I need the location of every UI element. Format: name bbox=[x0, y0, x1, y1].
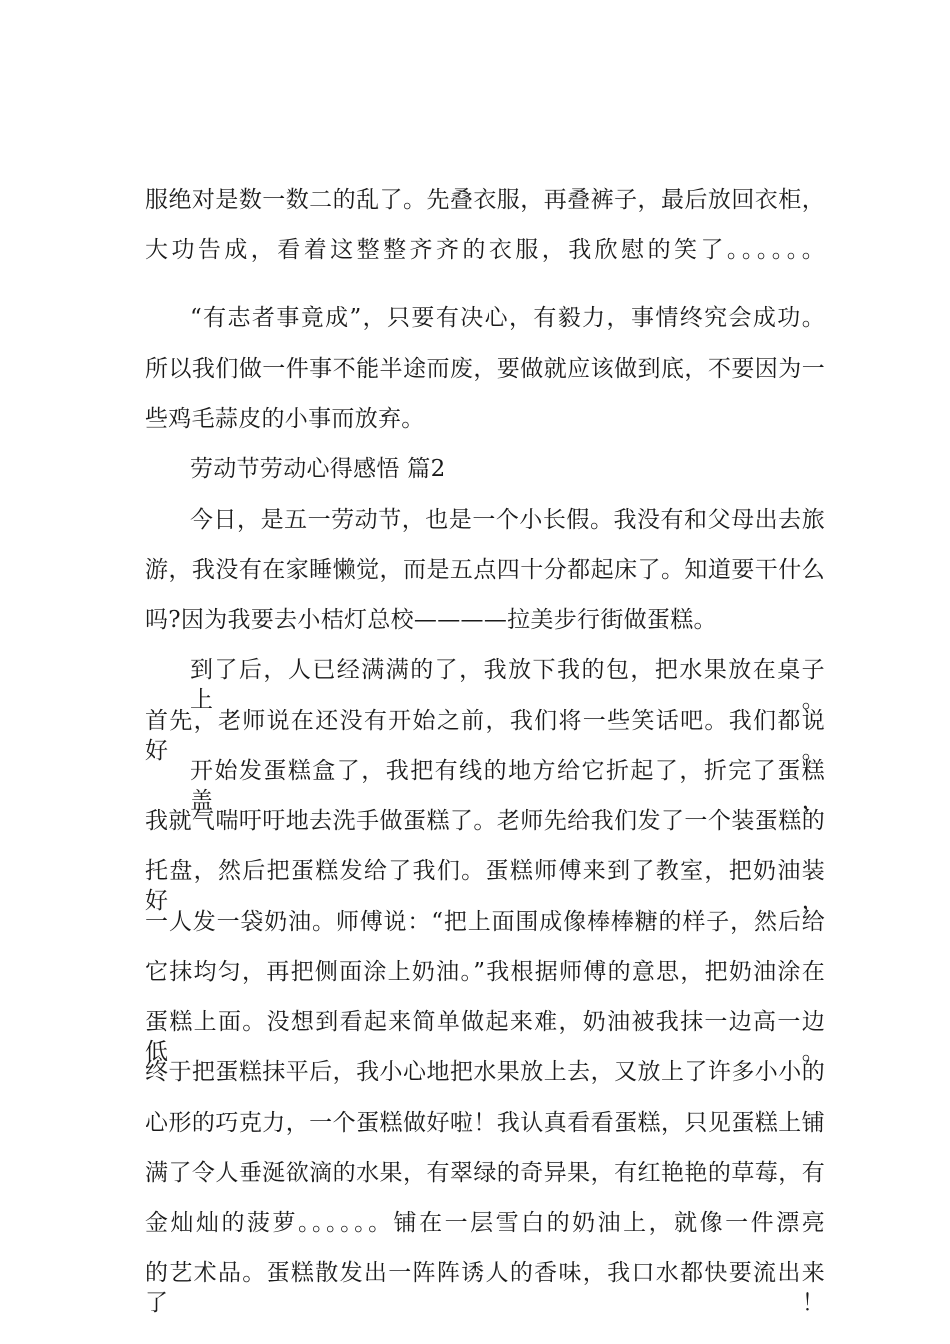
paragraph-line: 蛋糕上面。没想到看起来简单做起来难，奶油被我抹一边高一边低。 bbox=[145, 1009, 825, 1065]
paragraph-line: 一人发一袋奶油。师傅说：“把上面围成像棒棒糖的样子，然后给 bbox=[145, 909, 825, 935]
paragraph-line: 托盘，然后把蛋糕发给了我们。蛋糕师傅来到了教室，把奶油装好， bbox=[145, 858, 825, 914]
paragraph-line: 心形的巧克力，一个蛋糕做好啦！我认真看看蛋糕，只见蛋糕上铺 bbox=[145, 1110, 825, 1136]
paragraph-line: 首先，老师说在还没有开始之前，我们将一些笑话吧。我们都说好。 bbox=[145, 708, 825, 764]
section-heading: 劳动节劳动心得感悟 篇2 bbox=[190, 456, 446, 482]
paragraph-line: 大功告成，看着这整整齐齐的衣服，我欣慰的笑了。。。。。。 bbox=[145, 237, 825, 263]
paragraph-line: 它抹均匀，再把侧面涂上奶油。”我根据师傅的意思，把奶油涂在 bbox=[145, 959, 825, 985]
paragraph-line: 些鸡毛蒜皮的小事而放弃。 bbox=[145, 406, 425, 432]
paragraph-line: “有志者事竟成”，只要有决心，有毅力，事情终究会成功。 bbox=[190, 305, 825, 331]
paragraph-line: 开始发蛋糕盒了，我把有线的地方给它折起了，折完了蛋糕盖， bbox=[190, 758, 825, 814]
paragraph-line: 服绝对是数一数二的乱了。先叠衣服，再叠裤子，最后放回衣柜， bbox=[145, 187, 825, 213]
paragraph-line: 到了后，人已经满满的了，我放下我的包，把水果放在桌子上。 bbox=[190, 657, 825, 713]
paragraph-line: 金灿灿的菠萝。。。。。。铺在一层雪白的奶油上，就像一件漂亮 bbox=[145, 1210, 825, 1236]
paragraph-line: 的艺术品。蛋糕散发出一阵阵诱人的香味，我口水都快要流出来了！ bbox=[145, 1260, 825, 1316]
paragraph-line: 我就气喘吁吁地去洗手做蛋糕了。老师先给我们发了一个装蛋糕的 bbox=[145, 808, 825, 834]
paragraph-line: 吗?因为我要去小桔灯总校————拉美步行街做蛋糕。 bbox=[145, 607, 717, 633]
paragraph-line: 所以我们做一件事不能半途而废，要做就应该做到底，不要因为一 bbox=[145, 356, 825, 382]
paragraph-line: 终于把蛋糕抹平后，我小心地把水果放上去，又放上了许多小小的 bbox=[145, 1059, 825, 1085]
paragraph-line: 游，我没有在家睡懒觉，而是五点四十分都起床了。知道要干什么 bbox=[145, 557, 825, 583]
paragraph-line: 满了令人垂涎欲滴的水果，有翠绿的奇异果，有红艳艳的草莓，有 bbox=[145, 1160, 825, 1186]
paragraph-line: 今日，是五一劳动节，也是一个小长假。我没有和父母出去旅 bbox=[190, 507, 825, 533]
